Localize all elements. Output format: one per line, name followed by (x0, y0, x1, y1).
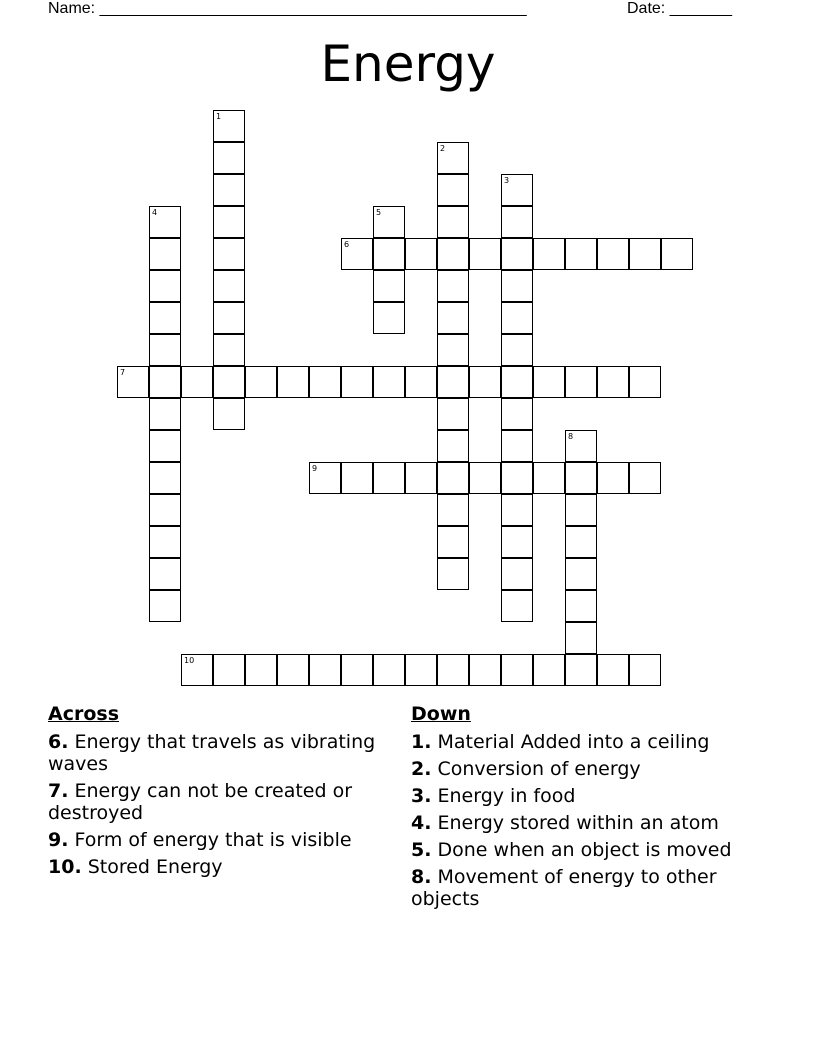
grid-cell[interactable] (565, 366, 597, 398)
grid-cell[interactable] (149, 558, 181, 590)
grid-cell[interactable] (469, 654, 501, 686)
cell-number: 2 (440, 144, 446, 153)
grid-cell[interactable] (373, 302, 405, 334)
down-clue-4 (411, 812, 761, 834)
grid-cell[interactable] (437, 334, 469, 366)
grid-cell[interactable] (437, 206, 469, 238)
grid-cell[interactable] (437, 270, 469, 302)
grid-cell[interactable] (341, 238, 373, 270)
date-blank-line[interactable]: _______ (669, 0, 732, 17)
grid-cell[interactable] (501, 526, 533, 558)
grid-cell[interactable] (437, 398, 469, 430)
grid-cell[interactable] (501, 334, 533, 366)
grid-cell[interactable] (501, 494, 533, 526)
grid-cell[interactable] (213, 302, 245, 334)
grid-cell[interactable] (149, 494, 181, 526)
across-clue-7 (48, 780, 388, 824)
clue-text: Stored Energy (87, 856, 223, 878)
grid-cell[interactable] (533, 462, 565, 494)
grid-cell[interactable] (565, 590, 597, 622)
cell-number: 3 (504, 176, 510, 185)
grid-cell[interactable] (341, 462, 373, 494)
clue-number: 4. (411, 812, 432, 834)
clue-number: 5. (411, 839, 432, 861)
grid-cell[interactable] (501, 590, 533, 622)
grid-cell[interactable] (117, 366, 149, 398)
grid-cell[interactable] (469, 238, 501, 270)
clue-text: Done when an object is moved (437, 839, 732, 861)
grid-cell[interactable] (213, 206, 245, 238)
across-clue-10 (48, 856, 388, 878)
grid-cell[interactable] (501, 558, 533, 590)
grid-cell[interactable] (437, 430, 469, 462)
clue-text: Form of energy that is visible (74, 829, 352, 851)
grid-cell[interactable] (373, 270, 405, 302)
grid-cell[interactable] (245, 366, 277, 398)
grid-cell[interactable] (565, 430, 597, 462)
cell-number: 1 (216, 112, 222, 121)
grid-cell[interactable] (629, 366, 661, 398)
grid-cell[interactable] (501, 398, 533, 430)
grid-cell[interactable] (437, 654, 469, 686)
grid-cell[interactable] (565, 526, 597, 558)
across-heading: Across (48, 703, 120, 725)
grid-cell[interactable] (309, 366, 341, 398)
grid-cell[interactable] (629, 654, 661, 686)
grid-cell[interactable] (501, 430, 533, 462)
grid-cell[interactable] (341, 366, 373, 398)
grid-cell[interactable] (629, 462, 661, 494)
grid-cell[interactable] (213, 110, 245, 142)
clue-number: 3. (411, 785, 432, 807)
grid-cell[interactable] (213, 238, 245, 270)
clue-number: 2. (411, 758, 432, 780)
grid-cell[interactable] (405, 654, 437, 686)
clue-text: Energy in food (437, 785, 576, 807)
grid-cell[interactable] (597, 366, 629, 398)
down-heading: Down (411, 703, 471, 725)
cell-number: 9 (312, 464, 318, 473)
grid-cell[interactable] (565, 654, 597, 686)
cell-number: 5 (376, 208, 382, 217)
grid-cell[interactable] (533, 366, 565, 398)
grid-cell[interactable] (501, 462, 533, 494)
grid-cell[interactable] (437, 366, 469, 398)
clue-number: 6. (48, 731, 69, 753)
grid-cell[interactable] (405, 366, 437, 398)
cell-number: 8 (568, 432, 574, 441)
grid-cell[interactable] (149, 270, 181, 302)
grid-cell[interactable] (149, 302, 181, 334)
across-clue-6 (48, 731, 388, 775)
grid-cell[interactable] (469, 366, 501, 398)
grid-cell[interactable] (501, 174, 533, 206)
grid-cell[interactable] (565, 494, 597, 526)
clue-text: Energy that travels as vibrating waves (48, 731, 376, 775)
cell-number: 7 (120, 368, 126, 377)
grid-cell[interactable] (437, 558, 469, 590)
grid-cell[interactable] (501, 302, 533, 334)
grid-cell[interactable] (437, 526, 469, 558)
down-clue-2 (411, 758, 761, 780)
down-clue-5 (411, 839, 761, 861)
clue-number: 1. (411, 731, 432, 753)
grid-cell[interactable] (437, 238, 469, 270)
grid-cell[interactable] (597, 238, 629, 270)
grid-cell[interactable] (501, 206, 533, 238)
cell-number: 10 (184, 656, 195, 665)
grid-cell[interactable] (565, 462, 597, 494)
grid-cell[interactable] (437, 174, 469, 206)
grid-cell[interactable] (149, 334, 181, 366)
grid-cell[interactable] (213, 142, 245, 174)
clue-number: 7. (48, 780, 69, 802)
across-clue-9 (48, 829, 388, 851)
grid-cell[interactable] (373, 206, 405, 238)
date-label: Date: (627, 0, 670, 17)
across-clues (48, 703, 388, 883)
grid-cell[interactable] (277, 366, 309, 398)
grid-cell[interactable] (149, 366, 181, 398)
grid-cell[interactable] (213, 398, 245, 430)
grid-cell[interactable] (437, 142, 469, 174)
grid-cell[interactable] (501, 366, 533, 398)
grid-cell[interactable] (373, 366, 405, 398)
grid-cell[interactable] (405, 238, 437, 270)
name-blank-line[interactable]: ________________________________________________ (99, 0, 527, 17)
grid-cell[interactable] (213, 366, 245, 398)
grid-cell[interactable] (437, 494, 469, 526)
grid-cell[interactable] (629, 238, 661, 270)
grid-cell[interactable] (149, 462, 181, 494)
grid-cell[interactable] (501, 654, 533, 686)
puzzle-title: Energy (320, 35, 496, 93)
clue-text: Energy stored within an atom (437, 812, 719, 834)
grid-cell[interactable] (373, 238, 405, 270)
grid-cell[interactable] (373, 654, 405, 686)
clue-number: 10. (48, 856, 82, 878)
down-clue-3 (411, 785, 761, 807)
grid-cell[interactable] (437, 302, 469, 334)
grid-cell[interactable] (565, 238, 597, 270)
clue-text: Conversion of energy (437, 758, 641, 780)
grid-cell[interactable] (309, 462, 341, 494)
grid-cell[interactable] (213, 174, 245, 206)
clue-number: 8. (411, 866, 432, 888)
grid-cell[interactable] (149, 430, 181, 462)
grid-cell[interactable] (501, 238, 533, 270)
name-label: Name: (48, 0, 100, 17)
down-clue-1 (411, 731, 761, 753)
grid-cell[interactable] (309, 654, 341, 686)
grid-cell[interactable] (213, 270, 245, 302)
grid-cell[interactable] (181, 366, 213, 398)
clue-text: Energy can not be created or destroyed (48, 780, 353, 824)
grid-cell[interactable] (533, 238, 565, 270)
grid-cell[interactable] (565, 622, 597, 654)
clue-text: Material Added into a ceiling (437, 731, 710, 753)
grid-cell[interactable] (405, 462, 437, 494)
grid-cell[interactable] (501, 270, 533, 302)
down-clue-8 (411, 866, 761, 910)
grid-cell[interactable] (149, 526, 181, 558)
down-clues (411, 703, 761, 915)
grid-cell[interactable] (181, 654, 213, 686)
grid-cell[interactable] (341, 654, 373, 686)
grid-cell[interactable] (597, 462, 629, 494)
grid-cell[interactable] (149, 206, 181, 238)
grid-cell[interactable] (277, 654, 309, 686)
cell-number: 6 (344, 240, 350, 249)
grid-cell[interactable] (597, 654, 629, 686)
grid-cell[interactable] (533, 654, 565, 686)
clue-text: Movement of energy to other objects (411, 866, 717, 910)
grid-cell[interactable] (469, 462, 501, 494)
grid-cell[interactable] (437, 462, 469, 494)
cell-number: 4 (152, 208, 158, 217)
grid-cell[interactable] (373, 462, 405, 494)
grid-cell[interactable] (213, 334, 245, 366)
grid-cell[interactable] (149, 590, 181, 622)
grid-cell[interactable] (661, 238, 693, 270)
grid-cell[interactable] (149, 398, 181, 430)
grid-cell[interactable] (149, 238, 181, 270)
grid-cell[interactable] (245, 654, 277, 686)
clue-number: 9. (48, 829, 69, 851)
grid-cell[interactable] (565, 558, 597, 590)
grid-cell[interactable] (213, 654, 245, 686)
